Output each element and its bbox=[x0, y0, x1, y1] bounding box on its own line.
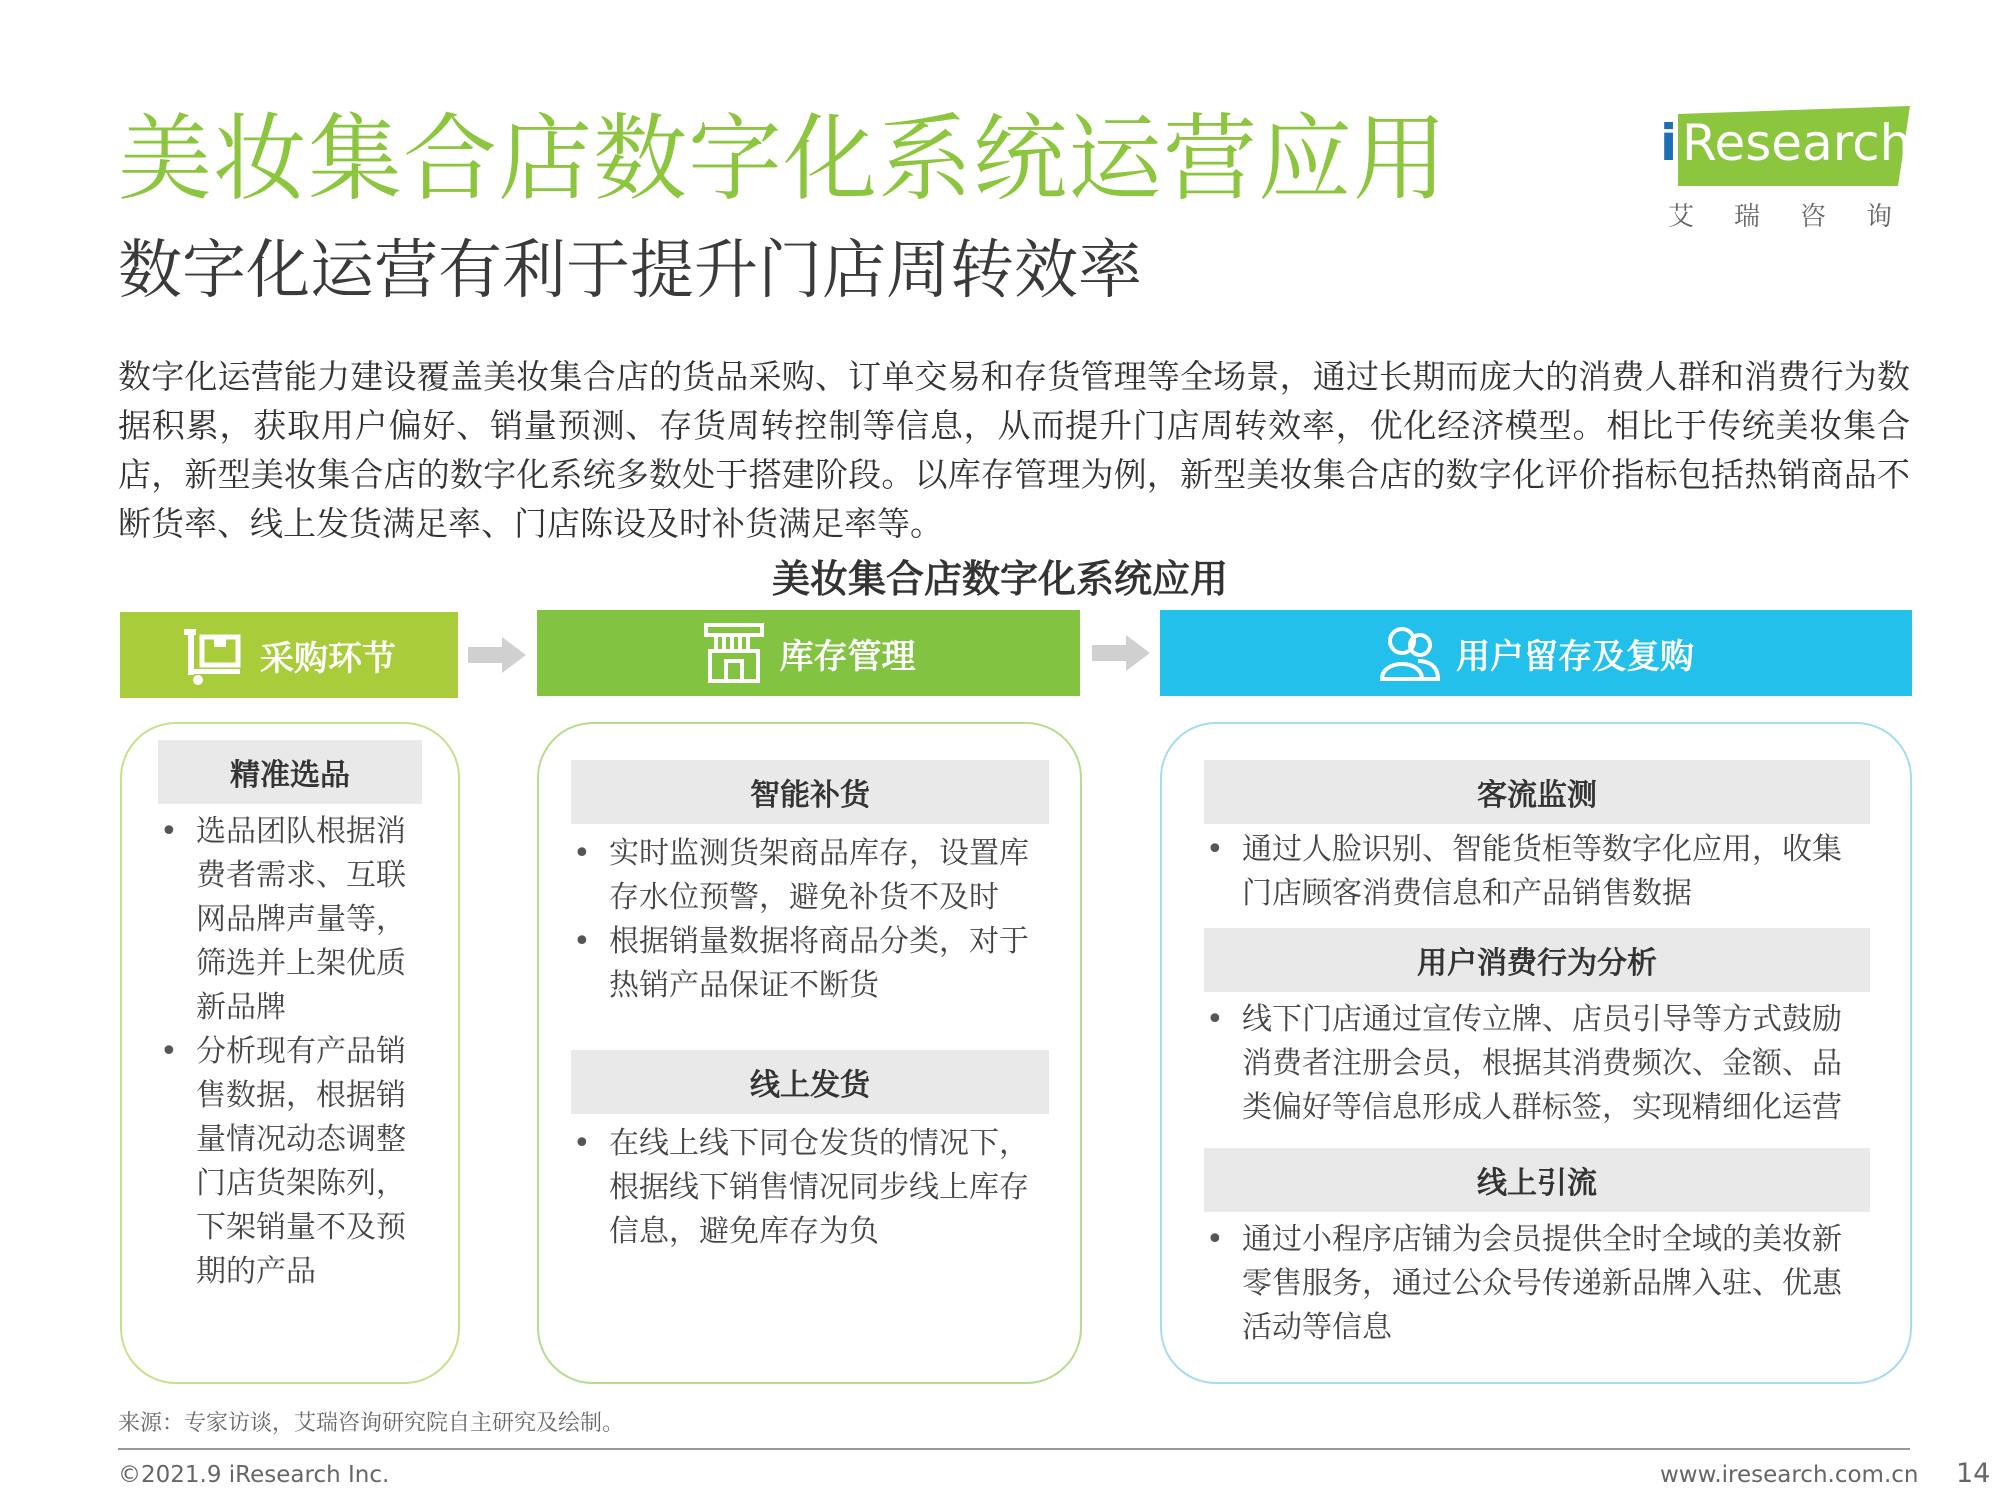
cart-icon bbox=[182, 623, 246, 687]
list-item: • 分析现有产品销售数据，根据销量情况动态调整门店货架陈列，下架销量不及预期的产品 bbox=[156, 1030, 418, 1294]
logo-chinese: 艾瑞咨询 bbox=[1668, 202, 1933, 232]
website-link[interactable]: www.iresearch.com.cn bbox=[1660, 1462, 1919, 1488]
copyright-text: ©2021.9 iResearch Inc. bbox=[118, 1462, 390, 1488]
logo-i: i bbox=[1660, 114, 1678, 172]
section-heading: 用户消费行为分析 bbox=[1204, 928, 1870, 992]
card-retention bbox=[1160, 722, 1912, 1384]
bullet-list bbox=[1202, 1218, 1866, 1350]
bullet-list bbox=[569, 832, 1045, 1008]
stage-label: 采购环节 bbox=[260, 638, 396, 679]
list-item: • 实时监测货架商品库存，设置库存水位预警，避免补货不及时 bbox=[569, 832, 1045, 920]
iresearch-logo bbox=[1660, 106, 1933, 236]
warehouse-icon bbox=[702, 621, 766, 685]
section-heading: 线上引流 bbox=[1204, 1148, 1870, 1212]
users-icon bbox=[1378, 621, 1442, 685]
page-subtitle: 数字化运营有利于提升门店周转效率 bbox=[118, 234, 1142, 308]
section-heading: 客流监测 bbox=[1204, 760, 1870, 824]
footer-divider bbox=[118, 1448, 1910, 1450]
stage-header-purchase bbox=[120, 612, 458, 698]
list-item: • 通过小程序店铺为会员提供全时全域的美妆新零售服务，通过公众号传递新品牌入驻、优惠活动等信息 bbox=[1202, 1218, 1866, 1350]
list-item: • 选品团队根据消费者需求、互联网品牌声量等，筛选并上架优质新品牌 bbox=[156, 810, 418, 1030]
page-title: 美妆集合店数字化系统运营应用 bbox=[118, 105, 1449, 214]
list-item: • 线下门店通过宣传立牌、店员引导等方式鼓励消费者注册会员，根据其消费频次、金额、品类偏好等信息形成人群标签，实现精细化运营 bbox=[1202, 998, 1866, 1130]
page-number: 14 bbox=[1956, 1458, 1991, 1489]
logo-word: Research bbox=[1682, 114, 1912, 172]
list-item: • 通过人脸识别、智能货柜等数字化应用，收集门店顾客消费信息和产品销售数据 bbox=[1202, 828, 1866, 916]
bullet-list bbox=[569, 1122, 1045, 1254]
diagram-title: 美妆集合店数字化系统应用 bbox=[771, 557, 1228, 601]
stage-label: 用户留存及复购 bbox=[1456, 636, 1694, 677]
stage-label: 库存管理 bbox=[779, 636, 916, 677]
bullet-list bbox=[1202, 828, 1866, 916]
stage-header-retention bbox=[1160, 610, 1912, 696]
arrow-right-icon bbox=[468, 635, 528, 675]
card-purchase bbox=[120, 722, 460, 1384]
bullet-list bbox=[1202, 998, 1866, 1130]
list-item: • 在线上线下同仓发货的情况下，根据线下销售情况同步线上库存信息，避免库存为负 bbox=[569, 1122, 1045, 1254]
source-note: 来源：专家访谈，艾瑞咨询研究院自主研究及绘制。 bbox=[118, 1411, 625, 1436]
card-inventory bbox=[537, 722, 1082, 1384]
intro-paragraph: 数字化运营能力建设覆盖美妆集合店的货品采购、订单交易和存货管理等全场景，通过长期而庞大的消费人群和消费行为数据积累，获取用户偏好、销量预测、存货周转控制等信息，从而提升门店周转效率，优化经济模型。相比于传统美妆集合店，新型美妆集合店的数字化系统多数处于搭建阶段。以库存管理为例，新型美妆集合店的数字化评价指标包括热销商品不断货率、线上发货满足率、门店陈设及时补货满足率等。 bbox=[118, 357, 1910, 543]
stage-header-inventory bbox=[537, 610, 1080, 696]
list-item: • 根据销量数据将商品分类，对于热销产品保证不断货 bbox=[569, 920, 1045, 1008]
section-heading: 精准选品 bbox=[158, 740, 422, 804]
bullet-list bbox=[156, 810, 418, 1294]
section-heading: 智能补货 bbox=[571, 760, 1049, 824]
arrow-right-icon bbox=[1092, 633, 1152, 673]
section-heading: 线上发货 bbox=[571, 1050, 1049, 1114]
